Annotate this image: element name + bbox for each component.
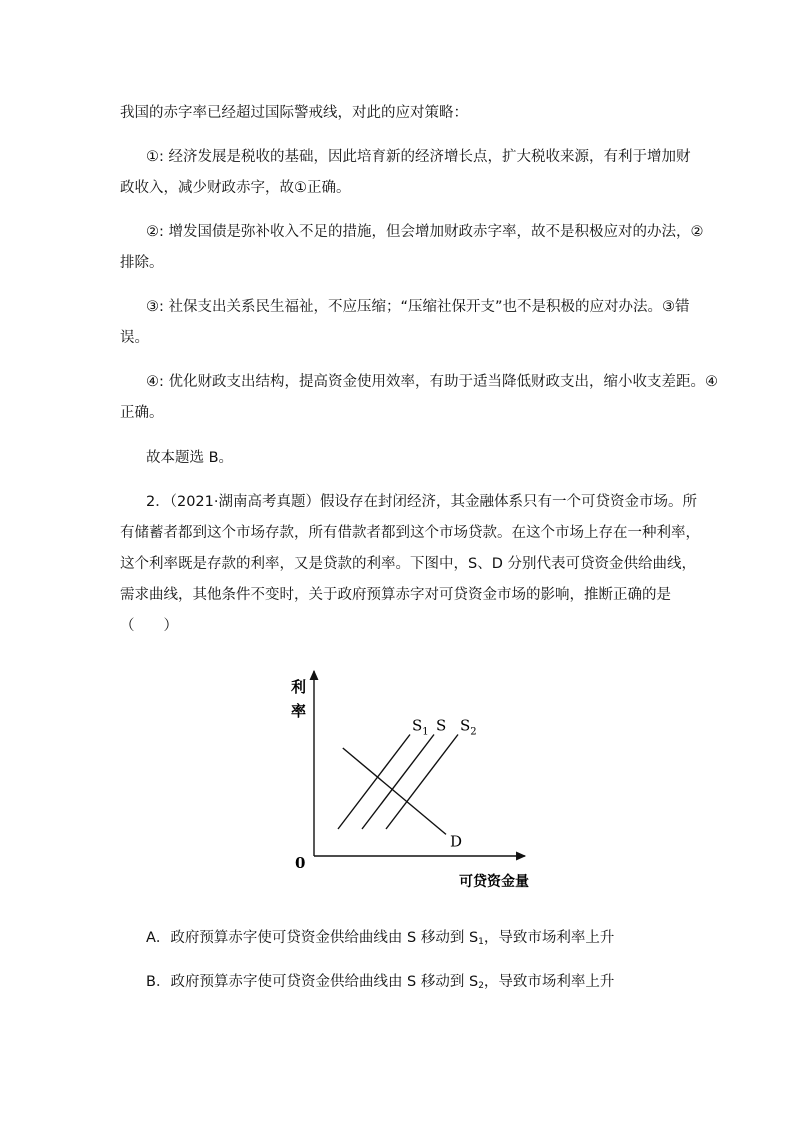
origin-label: 0 <box>295 854 306 872</box>
analysis-3-line2: 误。 <box>120 330 149 346</box>
option-a[interactable] <box>146 928 614 952</box>
option-a-prefix: A．政府预算赤字使可贷资金供给曲线由 S 移动到 S <box>146 930 479 946</box>
option-b-sub: 2 <box>478 981 484 991</box>
analysis-2-line1: ②: 增发国债是弥补收入不足的措施，但会增加财政赤字率，故不是积极应对的办法，② <box>146 224 704 240</box>
analysis-1-line2: 政收入，减少财政赤字，故①正确。 <box>120 180 351 196</box>
y-axis-label-char2: 率 <box>291 702 307 720</box>
option-b[interactable] <box>146 972 614 996</box>
question-line4: 需求曲线，其他条件不变时，关于政府预算赤字对可贷资金市场的影响，推断正确的是 <box>120 587 671 603</box>
curve-label-s: S <box>436 716 447 735</box>
analysis-4-line2: 正确。 <box>120 405 164 421</box>
answer-text: 故本题选 B。 <box>146 450 234 466</box>
curve-label-s1: $S_1$ <box>412 716 429 738</box>
option-b-suffix: ，导致市场利率上升 <box>483 974 615 990</box>
curve-label-s2: $S_2$ <box>460 716 477 738</box>
answer-bracket: （ ） <box>120 618 178 634</box>
question-line3: 这个利率既是存款的利率，又是贷款的利率。下图中，S、D 分别代表可贷资金供给曲线， <box>120 556 696 572</box>
question-line1: 2．（2021·湖南高考真题）假设存在封闭经济，其金融体系只有一个可贷资金市场。所 <box>146 494 697 510</box>
analysis-2-line2: 排除。 <box>120 255 164 271</box>
y-axis-label-char1: 利 <box>291 678 307 696</box>
question-line2: 有储蓄者都到这个市场存款，所有借款者都到这个市场贷款。在这个市场上存在一种利率， <box>120 525 700 541</box>
intro-text: 我国的赤字率已经超过国际警戒线，对此的应对策略： <box>120 105 468 121</box>
analysis-3-line1: ③: 社保支出关系民生福祉，不应压缩；“压缩社保开支”也不是积极的应对办法。③错 <box>146 299 690 315</box>
analysis-4-line1: ④: 优化财政支出结构，提高资金使用效率，有助于适当降低财政支出，缩小收支差距。④ <box>146 374 718 390</box>
curve-label-d: D <box>450 832 463 851</box>
curve-d <box>343 748 446 834</box>
option-a-suffix: ，导致市场利率上升 <box>483 930 615 946</box>
analysis-1-line1: ①: 经济发展是税收的基础，因此培育新的经济增长点，扩大税收来源，有利于增加财 <box>146 149 691 165</box>
option-a-sub: 1 <box>478 937 484 947</box>
curve-s1 <box>338 735 410 830</box>
option-b-prefix: B．政府预算赤字使可贷资金供给曲线由 S 移动到 S <box>146 974 479 990</box>
supply-demand-chart <box>285 668 545 898</box>
x-axis-label: 可贷资金量 <box>459 874 529 890</box>
